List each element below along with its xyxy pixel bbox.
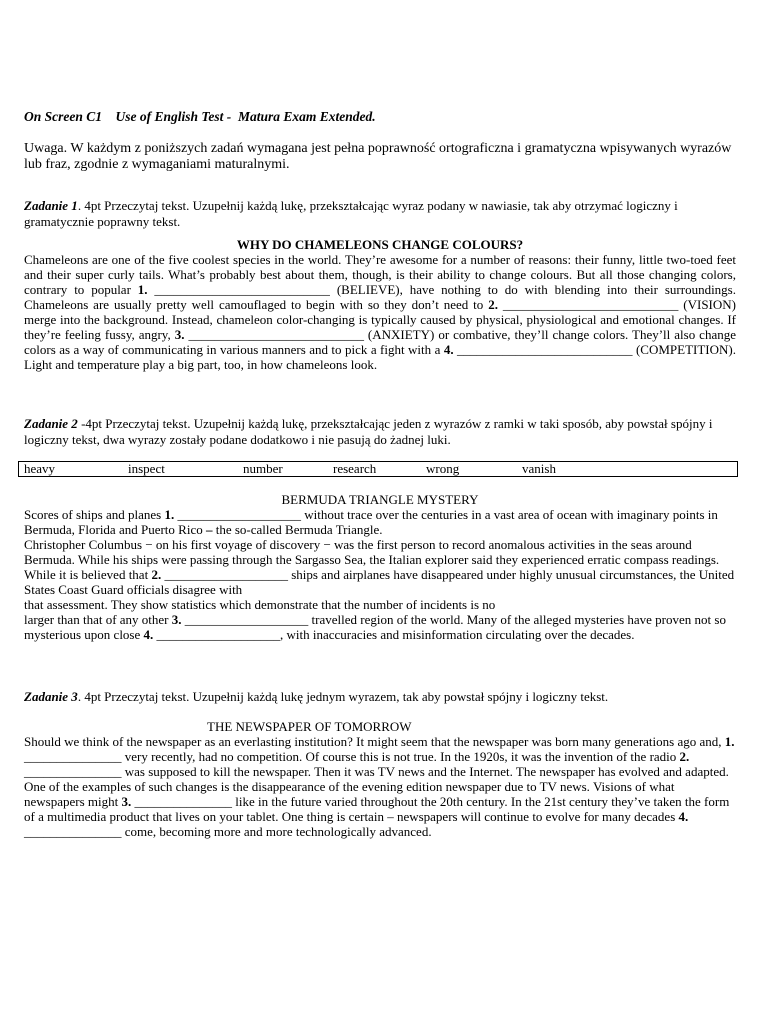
gap-number: 2. [488,297,498,312]
task2-text-part: the so-called Bermuda Triangle. [212,522,383,537]
word-box-item: wrong [426,461,460,476]
word-box-item: heavy [24,461,56,476]
task1-text-part: ___________________________ (BELIEVE), have nothing to do with blending into their surroundings. Chameleons are usually pretty well camouflaged to begin with so they don’t need to [24,282,736,312]
word-box-item: number [243,461,283,476]
task2-text-part: that assessment. They show statistics which demonstrate that the number of incidents is no [24,597,496,612]
task3-text [24,734,736,839]
gap-number: 4. [678,809,689,824]
task1-text-part: ___________________________ (VISION) merge into the background. Instead, chameleon color-changing is typically caused by physical, physiological and emotional changes. If they’re feeling fussy, angry, [24,297,736,342]
page-title: On Screen C1 Use of English Test - Matura Exam Extended. [24,109,376,124]
task3-label: Zadanie 3 [24,689,78,704]
task2-heading: BERMUDA TRIANGLE MYSTERY [281,492,479,507]
gap-number: 2. [679,749,690,764]
gap-number: 3. [121,794,132,809]
task1-text-part: ___________________________ (COMPETITION). Light and temperature play a big part, too, in how chameleons look. [24,342,736,372]
gap-number: 2. [151,567,162,582]
task3-heading: THE NEWSPAPER OF TOMORROW [207,719,412,734]
task2-label: Zadanie 2 [24,416,78,431]
task3-text-part: _______________ like in the future varied throughout the 20th century. In the 21st century they’ve taken the form of a multimedia product that lives on your tablet. One thing is certain – newspapers will continue to evolve for many decades [24,794,730,824]
task2-text-part: ___________________ travelled region of the world. Many of the alleged mysteries have proven not so mysterious upon close [24,612,726,642]
dash: – [205,522,213,537]
instructions-note: Uwaga. W każdym z poniższych zadań wymagana jest pełna poprawność ortograficzna i gramatyczna wpisywanych wyrazów lub fraz, zgodnie z wymaganiami maturalnymi. [24,141,732,172]
task3-instruction-text: . 4pt Przeczytaj tekst. Uzupełnij każdą lukę jednym wyrazem, tak aby powstał spójny i logiczny tekst. [77,689,609,704]
task2-text-part: larger than that of any other [24,612,172,627]
task1-instruction-text: . 4pt Przeczytaj tekst. Uzupełnij każdą lukę, przekształcając wyraz podany w nawiasie, tak aby otrzymać logiczny i gramatycznie poprawny tekst. [24,198,678,229]
task1-label: Zadanie 1 [24,198,78,213]
task3-text-part: _______________ was supposed to kill the newspaper. Then it was TV news and the Internet. The newspaper has evolved and adapted. One of the examples of such changes is the disappearance of the evening edition newspaper due to TV news. Visions of what newspapers might [24,764,729,809]
task3-text-part: _______________ come, becoming more and more technologically advanced. [24,824,432,839]
gap-number: 1. [164,507,175,522]
task1-text [24,252,736,372]
word-box [18,461,738,477]
task3-text-part: Should we think of the newspaper as an everlasting institution? It might seem that the newspaper was born many generations ago and, [24,734,725,749]
task2-text [24,507,736,642]
task2-text-part: ___________________ ships and airplanes have disappeared under highly unusual circumstances, the United States Coast Guard officials disagree with [24,567,735,597]
word-box-item: inspect [128,461,165,476]
word-box-item: vanish [522,461,556,476]
task1-heading: WHY DO CHAMELEONS CHANGE COLOURS? [236,237,524,252]
gap-number: 4. [443,342,454,357]
task2-text-part: Christopher Columbus − on his first voyage of discovery − was the first person to record anomalous activities in the seas around Bermuda. While his ships were passing through the Sargasso Sea, the Italian explorer said they experienced erratic compass readings. While it is believed that [24,537,720,582]
gap-number: 4. [143,627,154,642]
gap-number: 3. [174,327,185,342]
gap-number: 1. [724,734,735,749]
gap-number: 1. [137,282,148,297]
task2-text-part: ___________________, with inaccuracies and misinformation circulating over the decades. [153,627,635,642]
task2-text-part: ___________________ without trace over the centuries in a vast area of ocean with imaginary points in Bermuda, Florida and Puerto Rico [24,507,718,537]
task3-instruction [24,689,736,705]
task1-text-part: Chameleons are one of the five coolest species in the world. They’re awesome for a number of reasons: their funny, little two-toed feet and their super curly tails. What’s probably best about them, though, is their ability to change colours. But all those changing colors, contrary to popular [24,252,736,297]
gap-number: 3. [171,612,182,627]
task2-instruction [24,416,736,448]
task1-text-part: ___________________________ (ANXIETY) or combative, they’ll change colors. They’ll also change colors as a way of communicating in various manners and to pick a fight with a [24,327,736,357]
task1-instruction [24,198,736,230]
task2-text-part: Scores of ships and planes [24,507,165,522]
task2-instruction-text: -4pt Przeczytaj tekst. Uzupełnij każdą lukę, przekształcając jeden z wyrazów z ramki w taki sposób, aby powstał spójny i logiczny tekst, dwa wyrazy zostały podane dodatkowo i nie pasują do żadnej luki. [24,416,713,447]
task3-text-part: _______________ very recently, had no competition. Of course this is not true. In the 1920s, it was the invention of the radio [24,749,680,764]
word-box-item: research [333,461,377,476]
